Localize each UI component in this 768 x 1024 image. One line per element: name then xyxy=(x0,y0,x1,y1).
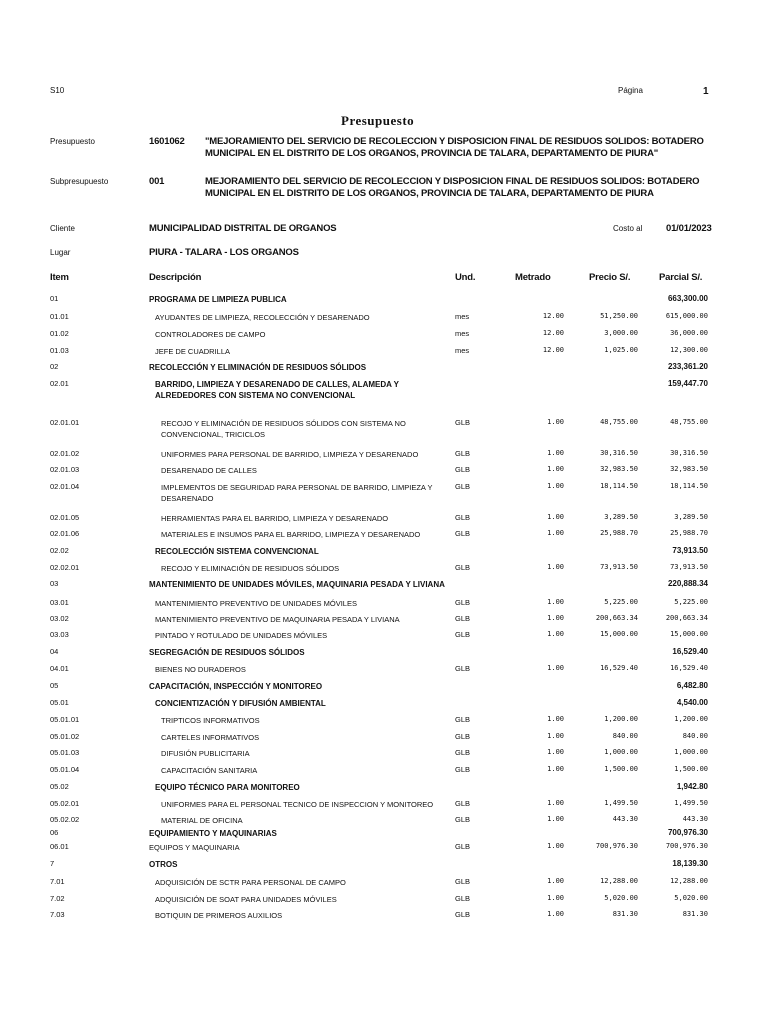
item-description: SEGREGACIÓN DE RESIDUOS SÓLIDOS xyxy=(149,648,305,657)
item-description: MANTENIMIENTO PREVENTIVO DE UNIDADES MÓVILES xyxy=(155,599,357,608)
item-code: 02 xyxy=(50,362,59,371)
item-description: PROGRAMA DE LIMPIEZA PUBLICA xyxy=(149,295,287,304)
item-unit: GLB xyxy=(455,842,471,851)
item-unit: GLB xyxy=(455,513,471,522)
item-metrado: 1.00 xyxy=(547,630,564,638)
item-description: EQUIPO TÉCNICO PARA MONITOREO xyxy=(155,783,300,792)
item-precio: 1,200.00 xyxy=(604,715,638,723)
item-parcial: 700,976.30 xyxy=(667,828,708,837)
item-precio: 15,000.00 xyxy=(600,630,638,638)
item-parcial: 1,200.00 xyxy=(674,715,708,723)
item-precio: 700,976.30 xyxy=(595,842,638,850)
item-code: 05.01 xyxy=(50,698,69,707)
lugar-label: Lugar xyxy=(50,248,71,257)
item-parcial: 36,000.00 xyxy=(670,329,708,337)
item-parcial: 1,500.00 xyxy=(674,765,708,773)
item-metrado: 12.00 xyxy=(542,346,564,354)
item-description: UNIFORMES PARA PERSONAL DE BARRIDO, LIMPIEZA Y DESARENADO xyxy=(161,450,419,459)
item-code: 05.01.02 xyxy=(50,732,80,741)
column-header-precio: Precio S/. xyxy=(589,272,631,283)
item-metrado: 1.00 xyxy=(547,894,564,902)
item-description: TRIPTICOS INFORMATIVOS xyxy=(161,716,260,725)
item-code: 7.02 xyxy=(50,894,65,903)
presupuesto-text: "MEJORAMIENTO DEL SERVICIO DE RECOLECCION Y DISPOSICION FINAL DE RESIDUOS SOLIDOS: BOTADERO MUNICIPAL EN EL DISTRITO DE LOS ORGANOS, PROVINCIA DE TALARA, DEPARTAMENTO DE PIURA" xyxy=(205,136,704,159)
item-parcial: 25,988.70 xyxy=(670,529,708,537)
column-header-und: Und. xyxy=(455,272,476,283)
item-precio: 840.00 xyxy=(612,732,638,740)
item-parcial: 5,020.00 xyxy=(674,894,708,902)
item-unit: GLB xyxy=(455,765,471,774)
costo-label: Costo al xyxy=(613,224,643,233)
item-code: 03 xyxy=(50,579,59,588)
item-precio: 5,020.00 xyxy=(604,894,638,902)
item-parcial: 48,755.00 xyxy=(670,418,708,426)
presupuesto-label: Presupuesto xyxy=(50,137,95,146)
item-description: EQUIPOS Y MAQUINARIA xyxy=(149,843,240,852)
item-precio: 443.30 xyxy=(612,815,638,823)
subpresupuesto-code: 001 xyxy=(149,176,165,187)
item-code: 05.01.03 xyxy=(50,748,80,757)
item-code: 02.01.03 xyxy=(50,465,80,474)
item-metrado: 1.00 xyxy=(547,877,564,885)
item-code: 05 xyxy=(50,681,59,690)
item-code: 04.01 xyxy=(50,664,69,673)
item-unit: GLB xyxy=(455,748,471,757)
item-description: RECOJO Y ELIMINACIÓN DE RESIDUOS SÓLIDOS xyxy=(161,564,340,573)
item-unit: GLB xyxy=(455,449,471,458)
item-parcial: 700,976.30 xyxy=(665,842,708,850)
item-parcial: 663,300.00 xyxy=(667,294,708,303)
item-precio: 51,250.00 xyxy=(600,312,638,320)
item-metrado: 1.00 xyxy=(547,449,564,457)
item-unit: GLB xyxy=(455,614,471,623)
item-code: 05.02.02 xyxy=(50,815,80,824)
item-precio: 3,289.50 xyxy=(604,513,638,521)
item-unit: GLB xyxy=(455,910,471,919)
item-unit: GLB xyxy=(455,482,471,491)
item-unit: mes xyxy=(455,329,470,338)
item-description: CAPACITACIÓN SANITARIA xyxy=(161,766,258,775)
subpresupuesto-label: Subpresupuesto xyxy=(50,177,109,186)
item-precio: 32,983.50 xyxy=(600,465,638,473)
item-code: 04 xyxy=(50,647,59,656)
item-code: 03.01 xyxy=(50,598,69,607)
item-description: CAPACITACIÓN, INSPECCIÓN Y MONITOREO xyxy=(149,682,323,691)
item-parcial: 4,540.00 xyxy=(676,698,708,707)
item-unit: GLB xyxy=(455,732,471,741)
item-code: 05.02 xyxy=(50,782,69,791)
item-metrado: 1.00 xyxy=(547,910,564,918)
item-metrado: 1.00 xyxy=(547,799,564,807)
item-description: UNIFORMES PARA EL PERSONAL TECNICO DE INSPECCION Y MONITOREO xyxy=(161,800,434,809)
item-description: RECOLECCIÓN SISTEMA CONVENCIONAL xyxy=(155,547,319,556)
item-unit: GLB xyxy=(455,598,471,607)
item-description: RECOLECCIÓN Y ELIMINACIÓN DE RESIDUOS SÓLIDOS xyxy=(149,363,367,372)
item-metrado: 1.00 xyxy=(547,418,564,426)
item-code: 7.01 xyxy=(50,877,65,886)
item-metrado: 1.00 xyxy=(547,765,564,773)
item-unit: mes xyxy=(455,312,470,321)
item-metrado: 1.00 xyxy=(547,513,564,521)
item-parcial: 840.00 xyxy=(682,732,708,740)
item-parcial: 30,316.50 xyxy=(670,449,708,457)
item-parcial: 16,529.40 xyxy=(670,664,708,672)
item-parcial: 233,361.20 xyxy=(667,362,708,371)
item-unit: GLB xyxy=(455,465,471,474)
item-metrado: 1.00 xyxy=(547,563,564,571)
item-description: ADQUISICIÓN DE SCTR PARA PERSONAL DE CAMPO xyxy=(155,878,346,887)
item-parcial: 18,139.30 xyxy=(672,859,708,868)
item-unit: GLB xyxy=(455,418,471,427)
item-unit: GLB xyxy=(455,715,471,724)
item-metrado: 1.00 xyxy=(547,732,564,740)
item-description: CONCIENTIZACIÓN Y DIFUSIÓN AMBIENTAL xyxy=(155,699,326,708)
item-description: DIFUSIÓN PUBLICITARIA xyxy=(161,749,250,758)
item-description: MANTENIMIENTO PREVENTIVO DE MAQUINARIA PESADA Y LIVIANA xyxy=(155,615,400,624)
page-label: Página xyxy=(618,86,643,95)
item-code: 02.01.01 xyxy=(50,418,80,427)
item-parcial: 6,482.80 xyxy=(676,681,708,690)
item-parcial: 615,000.00 xyxy=(665,312,708,320)
item-description: MANTENIMIENTO DE UNIDADES MÓVILES, MAQUINARIA PESADA Y LIVIANA xyxy=(149,580,445,589)
item-description: MATERIALES E INSUMOS PARA EL BARRIDO, LIMPIEZA Y DESARENADO xyxy=(161,530,421,539)
item-description: RECOJO Y ELIMINACIÓN DE RESIDUOS SÓLIDOS CON SISTEMA NO CONVENCIONAL, TRICICLOS xyxy=(161,419,406,439)
item-precio: 3,000.00 xyxy=(604,329,638,337)
item-parcial: 1,000.00 xyxy=(674,748,708,756)
presupuesto-code: 1601062 xyxy=(149,136,185,147)
item-description: AYUDANTES DE LIMPIEZA, RECOLECCIÓN Y DESARENADO xyxy=(155,313,370,322)
item-description: IMPLEMENTOS DE SEGURIDAD PARA PERSONAL DE BARRIDO, LIMPIEZA Y DESARENADO xyxy=(161,483,433,503)
item-code: 02.01.04 xyxy=(50,482,80,491)
item-metrado: 1.00 xyxy=(547,748,564,756)
item-unit: GLB xyxy=(455,529,471,538)
item-code: 02.02 xyxy=(50,546,69,555)
item-code: 05.01.01 xyxy=(50,715,80,724)
item-metrado: 1.00 xyxy=(547,529,564,537)
item-code: 02.01 xyxy=(50,379,69,388)
item-metrado: 12.00 xyxy=(542,329,564,337)
item-code: 06.01 xyxy=(50,842,69,851)
item-metrado: 1.00 xyxy=(547,815,564,823)
item-code: 03.02 xyxy=(50,614,69,623)
software-label: S10 xyxy=(50,86,65,95)
item-parcial: 1,942.80 xyxy=(676,782,708,791)
column-header-item: Item xyxy=(50,272,69,283)
cliente-value: MUNICIPALIDAD DISTRITAL DE ORGANOS xyxy=(149,223,337,234)
item-description: BARRIDO, LIMPIEZA Y DESARENADO DE CALLES, ALAMEDA Y ALREDEDORES CON SISTEMA NO CONVENCIONAL xyxy=(155,380,399,400)
item-parcial: 831.30 xyxy=(682,910,708,918)
item-description: BIENES NO DURADEROS xyxy=(155,665,246,674)
item-code: 05.01.04 xyxy=(50,765,80,774)
item-parcial: 18,114.50 xyxy=(670,482,708,490)
item-parcial: 73,913.50 xyxy=(670,563,708,571)
item-precio: 1,500.00 xyxy=(604,765,638,773)
item-precio: 25,988.70 xyxy=(600,529,638,537)
lugar-value: PIURA - TALARA - LOS ORGANOS xyxy=(149,247,299,258)
item-unit: mes xyxy=(455,346,470,355)
item-description: JEFE DE CUADRILLA xyxy=(155,347,231,356)
item-description: EQUIPAMIENTO Y MAQUINARIAS xyxy=(149,829,277,838)
item-description: PINTADO Y ROTULADO DE UNIDADES MÓVILES xyxy=(155,631,328,640)
item-code: 01.01 xyxy=(50,312,69,321)
item-precio: 73,913.50 xyxy=(600,563,638,571)
item-parcial: 15,000.00 xyxy=(670,630,708,638)
item-description: DESARENADO DE CALLES xyxy=(161,466,257,475)
item-metrado: 1.00 xyxy=(547,664,564,672)
item-precio: 18,114.50 xyxy=(600,482,638,490)
page-title: Presupuesto xyxy=(341,113,415,128)
subpresupuesto-text: MEJORAMIENTO DEL SERVICIO DE RECOLECCION Y DISPOSICION FINAL DE RESIDUOS SOLIDOS: BOTADERO MUNICIPAL EN EL DISTRITO DE LOS ORGANOS, PROVINCIA DE TALARA, DEPARTAMENTO DE PIURA xyxy=(205,176,700,199)
item-parcial: 1,499.50 xyxy=(674,799,708,807)
item-code: 02.01.02 xyxy=(50,449,80,458)
item-parcial: 73,913.50 xyxy=(672,546,708,555)
item-precio: 1,025.00 xyxy=(604,346,638,354)
item-metrado: 1.00 xyxy=(547,482,564,490)
item-parcial: 12,300.00 xyxy=(670,346,708,354)
item-parcial: 3,289.50 xyxy=(674,513,708,521)
item-metrado: 1.00 xyxy=(547,715,564,723)
item-unit: GLB xyxy=(455,877,471,886)
cliente-label: Cliente xyxy=(50,224,75,233)
item-description: MATERIAL DE OFICINA xyxy=(161,816,243,825)
item-precio: 831.30 xyxy=(612,910,638,918)
item-code: 02.02.01 xyxy=(50,563,80,572)
item-unit: GLB xyxy=(455,815,471,824)
item-code: 7 xyxy=(50,859,55,868)
item-code: 01.02 xyxy=(50,329,69,338)
item-unit: GLB xyxy=(455,799,471,808)
item-metrado: 1.00 xyxy=(547,598,564,606)
column-header-parcial: Parcial S/. xyxy=(659,272,703,283)
item-description: ADQUISICIÓN DE SOAT PARA UNIDADES MÓVILES xyxy=(155,895,337,904)
item-code: 7.03 xyxy=(50,910,65,919)
item-metrado: 1.00 xyxy=(547,842,564,850)
item-description: CARTELES INFORMATIVOS xyxy=(161,733,260,742)
item-description: HERRAMIENTAS PARA EL BARRIDO, LIMPIEZA Y DESARENADO xyxy=(161,514,389,523)
item-code: 05.02.01 xyxy=(50,799,80,808)
item-precio: 12,288.00 xyxy=(600,877,638,885)
item-parcial: 443.30 xyxy=(682,815,708,823)
item-precio: 16,529.40 xyxy=(600,664,638,672)
item-parcial: 5,225.00 xyxy=(674,598,708,606)
item-metrado: 1.00 xyxy=(547,465,564,473)
item-code: 02.01.05 xyxy=(50,513,80,522)
item-unit: GLB xyxy=(455,563,471,572)
item-metrado: 1.00 xyxy=(547,614,564,622)
item-precio: 1,000.00 xyxy=(604,748,638,756)
costo-value: 01/01/2023 xyxy=(666,223,712,234)
item-parcial: 220,888.34 xyxy=(667,579,708,588)
item-parcial: 32,983.50 xyxy=(670,465,708,473)
item-precio: 200,663.34 xyxy=(595,614,638,622)
item-unit: GLB xyxy=(455,894,471,903)
column-header-metrado: Metrado xyxy=(515,272,551,283)
item-code: 01.03 xyxy=(50,346,69,355)
item-parcial: 200,663.34 xyxy=(665,614,708,622)
item-precio: 48,755.00 xyxy=(600,418,638,426)
item-precio: 1,499.50 xyxy=(604,799,638,807)
item-code: 03.03 xyxy=(50,630,69,639)
item-unit: GLB xyxy=(455,664,471,673)
item-parcial: 159,447.70 xyxy=(667,379,708,388)
item-precio: 5,225.00 xyxy=(604,598,638,606)
item-metrado: 12.00 xyxy=(542,312,564,320)
column-header-descripcion: Descripción xyxy=(149,272,202,283)
page-number: 1 xyxy=(703,86,709,97)
item-code: 01 xyxy=(50,294,59,303)
item-precio: 30,316.50 xyxy=(600,449,638,457)
item-code: 02.01.06 xyxy=(50,529,80,538)
item-description: BOTIQUIN DE PRIMEROS AUXILIOS xyxy=(155,911,283,920)
item-description: OTROS xyxy=(149,860,178,869)
item-parcial: 12,288.00 xyxy=(670,877,708,885)
item-description: CONTROLADORES DE CAMPO xyxy=(155,330,266,339)
item-code: 06 xyxy=(50,828,59,837)
item-unit: GLB xyxy=(455,630,471,639)
item-parcial: 16,529.40 xyxy=(672,647,708,656)
